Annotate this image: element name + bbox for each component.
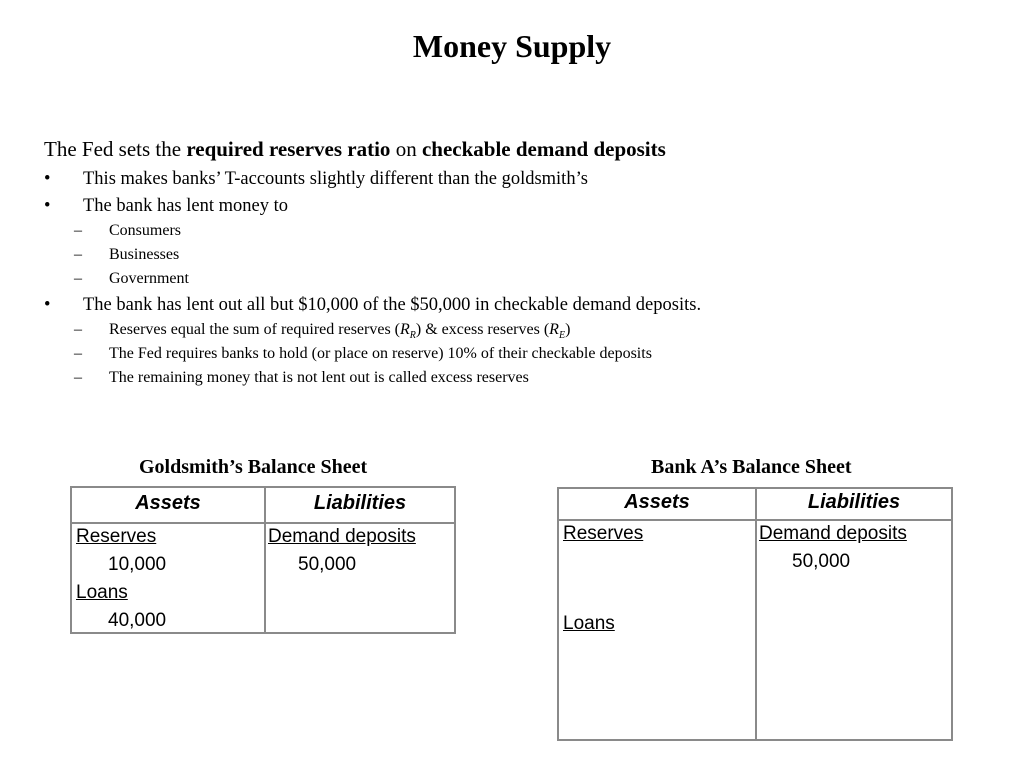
sub-bullet-text: Government — [109, 270, 189, 287]
bullet-text: The bank has lent out all but $10,000 of the $50,000 in checkable demand deposits. — [83, 295, 702, 315]
reserves-def-post: ) — [565, 321, 571, 338]
dash-marker: – — [74, 369, 82, 386]
bank-a-t-account — [557, 487, 953, 741]
sub-bullet-text: Consumers — [109, 222, 181, 239]
demand-deposits-label: Demand deposits — [759, 523, 907, 544]
dash-marker: – — [74, 222, 82, 239]
reserves-value: 10,000 — [108, 554, 167, 575]
sub-bullet-text: The remaining money that is not lent out is called excess reserves — [109, 369, 529, 386]
assets-header: Assets — [135, 492, 201, 514]
dash-marker: – — [74, 246, 82, 263]
loans-value: 40,000 — [108, 610, 167, 631]
sub-bullet-text — [109, 321, 570, 341]
rr-symbol: R — [400, 321, 410, 338]
reserves-def-pre: Reserves equal the sum of required reserves ( — [109, 321, 400, 338]
sub-bullet-text: Businesses — [109, 246, 180, 263]
loans-label: Loans — [76, 582, 128, 603]
dash-marker: – — [74, 270, 82, 287]
bullet-text: This makes banks’ T-accounts slightly different than the goldsmith’s — [83, 169, 588, 189]
intro-bold-deposits: checkable demand deposits — [421, 137, 666, 161]
dash-marker: – — [74, 321, 82, 338]
reserves-label: Reserves — [563, 523, 644, 544]
bullet-marker: • — [44, 169, 51, 189]
goldsmith-sheet-title: Goldsmith’s Balance Sheet — [139, 456, 368, 478]
bank-a-sheet-title: Bank A’s Balance Sheet — [651, 456, 852, 478]
bullet-marker: • — [44, 196, 51, 216]
loans-label: Loans — [563, 613, 615, 634]
liabilities-header: Liabilities — [807, 491, 901, 513]
intro-bold-ratio: required reserves ratio — [186, 137, 391, 161]
intro-mid: on — [390, 137, 422, 161]
reserves-label: Reserves — [76, 526, 157, 547]
assets-header: Assets — [624, 491, 690, 513]
bullet-marker: • — [44, 295, 51, 315]
re-subscript: E — [558, 330, 566, 342]
intro-prefix: The Fed sets the — [44, 137, 187, 161]
rr-subscript: R — [409, 330, 416, 342]
bullet-text: The bank has lent money to — [83, 196, 288, 216]
dash-marker: – — [74, 345, 82, 362]
intro-statement — [44, 137, 666, 162]
t-account-divider — [755, 489, 757, 739]
demand-deposits-value: 50,000 — [298, 554, 357, 575]
demand-deposits-value: 50,000 — [792, 551, 851, 572]
demand-deposits-label: Demand deposits — [268, 526, 416, 547]
sub-bullet-text: The Fed requires banks to hold (or place on reserve) 10% of their checkable deposits — [109, 345, 652, 362]
liabilities-header: Liabilities — [313, 492, 407, 514]
re-symbol: R — [549, 321, 559, 338]
goldsmith-t-account — [70, 486, 456, 634]
slide-title: Money Supply — [412, 28, 612, 64]
reserves-def-mid: ) & excess reserves ( — [415, 321, 550, 338]
